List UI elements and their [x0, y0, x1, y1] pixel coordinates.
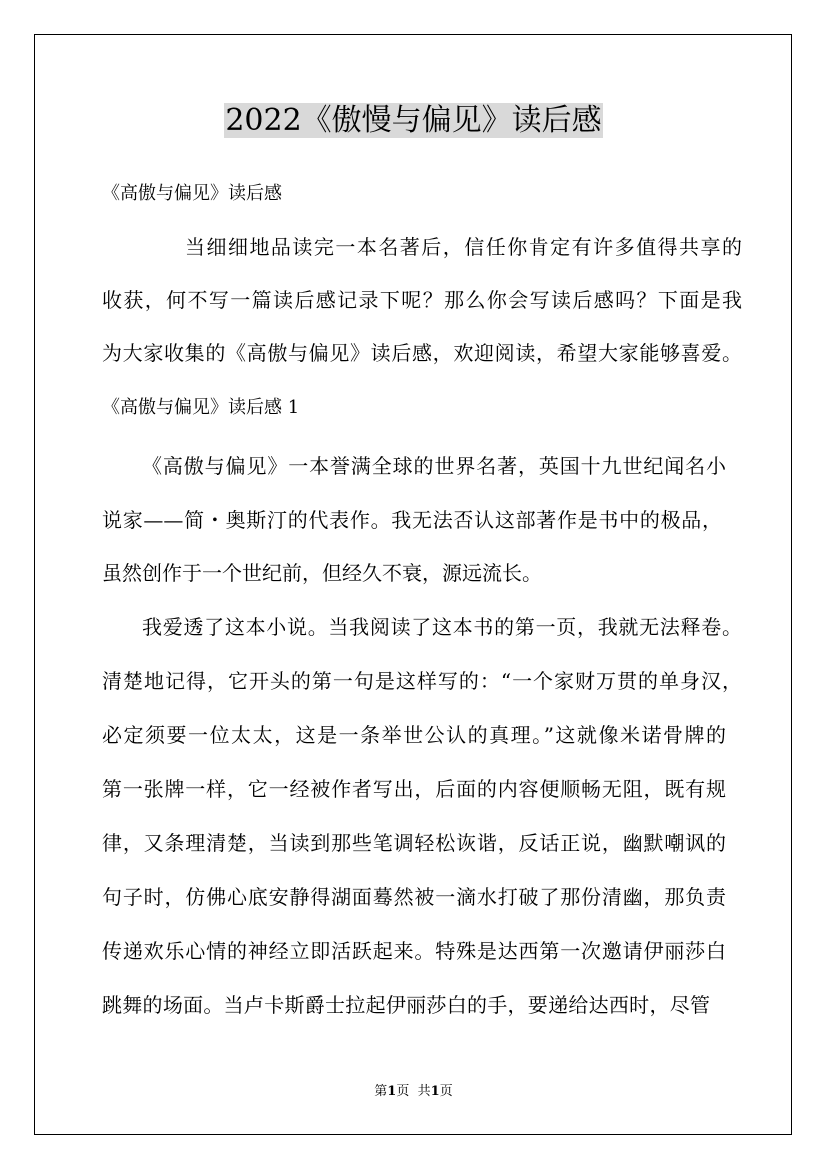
footer-total-pages: 1	[430, 1084, 440, 1099]
intro-line-2: 收获，何不写一篇读后感记录下呢？那么你会写读后感吗？下面是我	[102, 288, 742, 312]
page-footer	[0, 1082, 827, 1102]
paragraph1-line-3: 虽然创作于一个世纪前，但经久不衰，源远流长。	[102, 561, 542, 585]
paragraph2-line-8: 跳舞的场面。当卢卡斯爵士拉起伊丽莎白的手，要递给达西时，尽管	[102, 993, 710, 1017]
paragraph2-line-6: 句子时，仿佛心底安静得湖面蓦然被一滴水打破了那份清幽，那负责	[102, 885, 726, 909]
paragraph1-line-1: 《高傲与偏见》一本誉满全球的世界名著，英国十九世纪闻名小	[142, 454, 726, 478]
document-title-text: 2022《傲慢与偏见》读后感	[225, 103, 602, 138]
footer-page-number: 1	[387, 1084, 397, 1099]
footer-prefix: 第	[374, 1084, 388, 1099]
intro-line-1: 当细细地品读完一本名著后，信任你肯定有许多值得共享的	[185, 235, 742, 259]
footer-total-label: 页	[439, 1084, 453, 1099]
subheading: 《高傲与偏见》读后感	[102, 183, 282, 204]
section-heading: 《高傲与偏见》读后感 1	[102, 397, 300, 418]
paragraph2-line-1: 我爱透了这本小说。当我阅读了这本书的第一页，我就无法释卷。	[142, 615, 742, 639]
paragraph2-line-7: 传递欢乐心情的神经立即活跃起来。特殊是达西第一次邀请伊丽莎白	[102, 939, 726, 963]
paragraph2-line-2: 清楚地记得，它开头的第一句是这样写的：“一个家财万贯的单身汉，	[102, 669, 742, 693]
footer-page-label: 页	[396, 1084, 410, 1099]
document-title	[0, 99, 827, 143]
paragraph2-line-3: 必定须要一位太太，这是一条举世公认的真理。”这就像米诺骨牌的	[102, 723, 726, 747]
paragraph2-line-4: 第一张牌一样，它一经被作者写出，后面的内容便顺畅无阻，既有规	[102, 777, 726, 801]
paragraph2-line-5: 律，又条理清楚，当读到那些笔调轻松诙谐，反话正说，幽默嘲讽的	[102, 831, 726, 855]
footer-total-prefix: 共	[417, 1084, 431, 1099]
paragraph1-line-2: 说家——简・奥斯汀的代表作。我无法否认这部著作是书中的极品，	[102, 508, 722, 532]
intro-line-3: 为大家收集的《高傲与偏见》读后感，欢迎阅读，希望大家能够喜爱。	[102, 341, 742, 365]
